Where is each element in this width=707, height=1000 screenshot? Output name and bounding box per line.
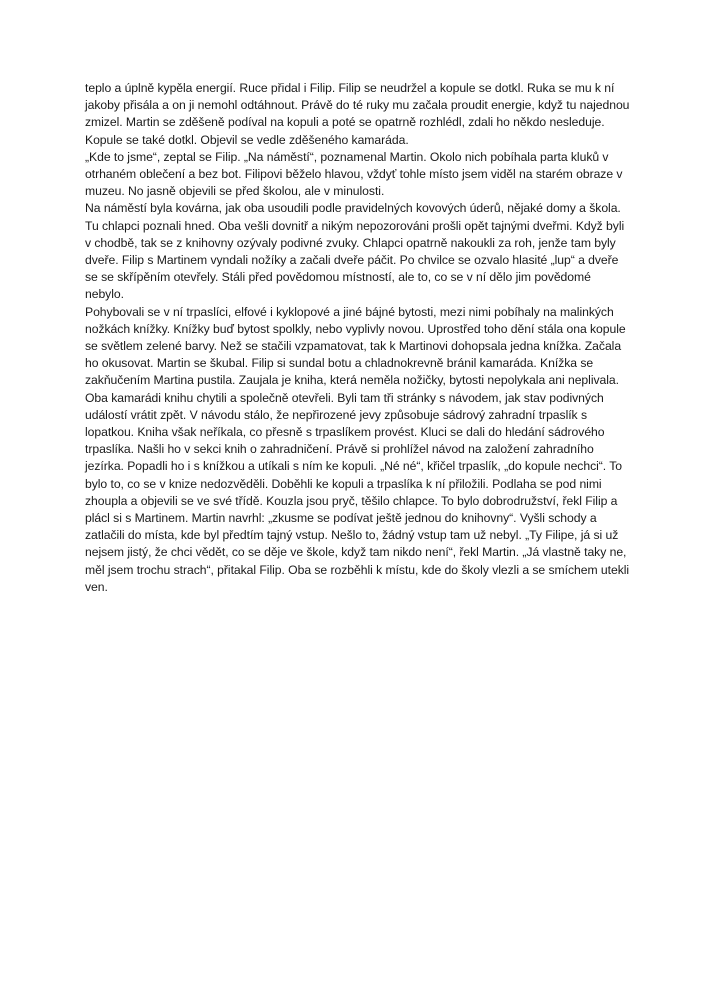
- story-text: [85, 80, 630, 596]
- paragraph-3: Na náměstí byla kovárna, jak oba usoudili podle pravidelných kovových úderů, nějaké domy a škola. Tu chlapci poznali hned. Oba vešli dovnitř a nikým nepozorováni prošli opět tajnými dveřmi. Když byli v chodbě, tak se z knihovny ozývaly podivné zvuky. Chlapci opatrně nakoukli za roh, jenže tam byly dveře. Filip s Martinem vyndali nožíky a začali dveře páčit. Po chvilce se ozvalo hlasité „lup“ a dveře se se skřípěním otevřely. Stáli před povědomou místností, ale to, co se v ní dělo jim povědomé nebylo.: [85, 201, 625, 302]
- paragraph-1: teplo a úplně kypěla energií. Ruce přidal i Filip. Filip se neudržel a kopule se dotkl. Ruka se mu k ní jakoby přisála a on ji nemohl odtáhnout. Právě do té ruky mu začala proudit energie, když tu najednou zmizel. Martin se zděšeně podíval na kopuli a poté se opatrně rozhlédl, zdali ho někdo nesleduje. Kopule se také dotkl. Objevil se vedle zděšeného kamaráda.: [85, 81, 630, 147]
- paragraph-2: „Kde to jsme“, zeptal se Filip. „Na náměstí“, poznamenal Martin. Okolo nich pobíhala parta kluků v otrhaném oblečení a bez bot. Filipovi běželo hlavou, vždyť tohle místo jsem viděl na starém obraze v muzeu. No jasně objevili se před školou, ale v minulosti.: [85, 149, 623, 199]
- paragraph-4: Pohybovali se v ní trpaslíci, elfové i kyklopové a jiné bájné bytosti, mezi nimi pobíhaly na malinkých nožkách knížky. Knížky buď bytost spolkly, nebo vyplivly novou. Uprostřed toho dění stála ona kopule se světlem zelené barvy. Než se stačili vzpamatovat, tak k Martinovi dohopsala jedna knížka. Začala ho okusovat. Martin se škubal. Filip si sundal botu a chladnokrevně bránil kamaráda. Knížka se zakňučením Martina pustila. Zaujala je kniha, která neměla nožičky, bytosti nepolykala ani neplivala. Oba kamarádi knihu chytili a společně otevřeli. Byli tam tři stránky s návodem, jak stav podivných událostí vrátit zpět. V návodu stálo, že nepřirozené jevy způsobuje sádrový zahradní trpaslík s lopatkou. Kniha však neříkala, co přesně s trpaslíkem provést. Kluci se dali do hledání sádrového trpaslíka. Našli ho v sekci knih o zahradničení. Právě si prohlížel návod na založení zahradního jezírka. Popadli ho i s knížkou a utíkali s ním ke kopuli. „Né né“, křičel trpaslík, „do kopule nechci“. To bylo to, co se v knize nedozvěděli. Doběhli ke kopuli a trpaslíka k ní přiložili. Podlaha se pod nimi zhoupla a objevili se ve své třídě. Kouzla jsou pryč, těšilo chlapce. To bylo dobrodružství, řekl Filip a plácl si s Martinem. Martin navrhl: „zkusme se podívat ještě jednou do knihovny“. Vyšli schody a zatlačili do místa, kde byl předtím tajný vstup. Nešlo to, žádný vstup tam už nebyl. „Ty Filipe, já si už nejsem jistý, že chci vědět, co se děje ve škole, když tam nikdo není“, řekl Martin. „Já vlastně taky ne, měl jsem trochu strach“, přitakal Filip. Oba se rozběhli k místu, kde do školy vlezli a se smíchem utekli ven.: [85, 304, 630, 594]
